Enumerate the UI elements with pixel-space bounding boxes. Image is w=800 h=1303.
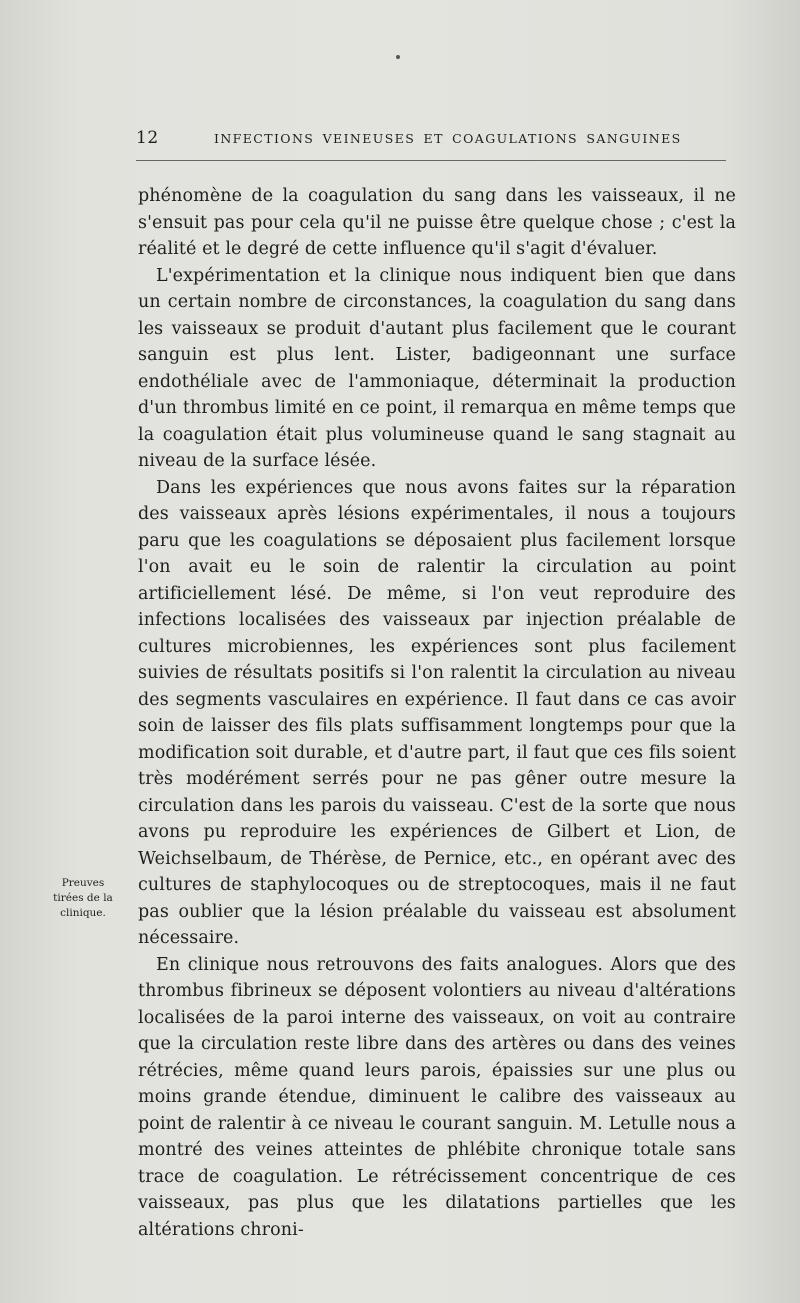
page-number: 12 [136,128,159,148]
margin-note [40,876,126,921]
paragraph-continued: phénomène de la coagulation du sang dans les vaisseaux, il ne s'ensuit pas pour cela qu'il ne puisse être quelque chose ; c'est la réalité et le degré de cette influence qu'il s'agit d'évaluer. [138,186,736,259]
paragraph: En clinique nous retrouvons des faits analogues. Alors que des thrombus fibrineux se déposent volontiers au niveau d'altérations localisées de la paroi interne des vaisseaux, on voit au contraire que la circulation reste libre dans des artères ou dans des veines rétrécies, même quand leurs parois, épaissies sur une plus ou moins grande étendue, diminuent le calibre des vaisseaux au point de ralentir à ce niveau le courant sanguin. M. Letulle nous a montré des veines atteintes de phlébite chronique totale sans trace de coagulation. Le rétrécissement concentrique de ces vaisseaux, pas plus que les dilatations partielles que les altérations chroni- [138,954,736,1240]
body-text [138,183,736,1243]
margin-note-line: tirées de la [53,892,113,904]
running-header [136,128,726,150]
margin-note-line: clinique. [60,907,106,919]
margin-note-line: Preuves [61,877,105,889]
running-title: INFECTIONS VEINEUSES ET COAGULATIONS SANGUINES [214,131,682,146]
print-speck [396,55,400,59]
paragraph: L'expérimentation et la clinique nous indiquent bien que dans un certain nombre de circonstances, la coagulation du sang dans les vaisseaux se produit d'autant plus facilement que le courant sanguin est plus lent. Lister, badigeonnant une surface endothéliale avec de l'ammoniaque, déterminait la production d'un thrombus limité en ce point, il remarqua en même temps que la coagulation était plus volumineuse quand le sang stagnait au niveau de la surface lésée. [138,265,736,471]
header-rule [136,160,726,161]
paragraph: Dans les expériences que nous avons faites sur la réparation des vaisseaux après lésions expérimentales, il nous a toujours paru que les coagulations se déposaient plus facilement lorsque l'on avait eu le soin de ralentir la circulation au point artificiellement lésé. De même, si l'on veut reproduire des infections localisées des vaisseaux par injection préalable de cultures microbiennes, les expériences sont plus facilement suivies de résultats positifs si l'on ralentit la circulation au niveau des segments vasculaires en expérience. Il faut dans ce cas avoir soin de laisser des fils plats suffisamment longtemps pour que la modification soit durable, et d'autre part, il faut que ces fils soient très modérément serrés pour ne pas gêner outre mesure la circulation dans les parois du vaisseau. C'est de la sorte que nous avons pu reproduire les expériences de Gilbert et Lion, de Weichselbaum, de Thérèse, de Pernice, etc., en opérant avec des cultures de staphylocoques ou de streptocoques, mais il ne faut pas oublier que la lésion préalable du vaisseau est absolument nécessaire. [138,477,736,948]
